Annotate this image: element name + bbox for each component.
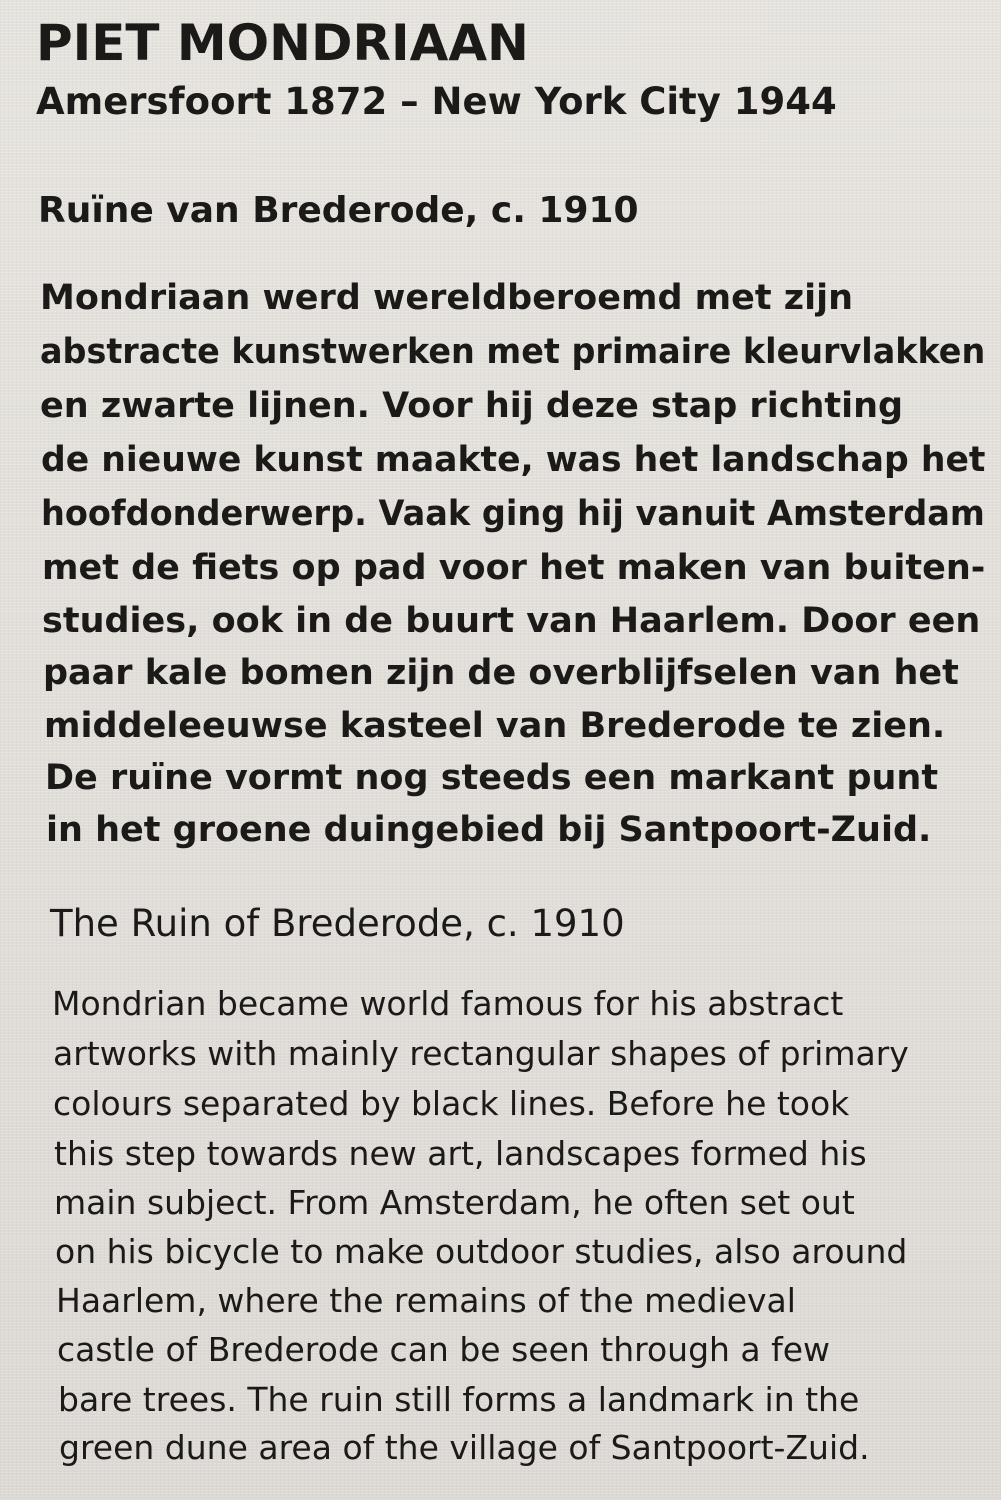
dutch-artwork-title: Ruïne van Brederode, c. 1910 [38, 190, 639, 231]
english-description-line: on his bicycle to make outdoor studies, also around [55, 1232, 908, 1271]
english-description-line: bare trees. The ruin still forms a landmark in the [58, 1380, 860, 1419]
english-artwork-title: The Ruin of Brederode, c. 1910 [50, 902, 625, 945]
dutch-description-line: met de fiets op pad voor het maken van buiten- [42, 548, 986, 588]
english-description-line: Mondrian became world famous for his abstract [52, 984, 844, 1023]
dutch-description-line: studies, ook in de buurt van Haarlem. Door een [42, 601, 981, 641]
dutch-description-line: paar kale bomen zijn de overblijfselen van het [43, 653, 959, 693]
dutch-description-line: middeleeuwse kasteel van Brederode te zien. [44, 706, 946, 746]
dutch-description-line: Mondriaan werd wereldberoemd met zijn [40, 278, 854, 318]
english-description-line: main subject. From Amsterdam, he often set out [54, 1183, 855, 1222]
dutch-description-line: abstracte kunstwerken met primaire kleurvlakken [40, 332, 986, 372]
dutch-description-line: De ruïne vormt nog steeds een markant punt [45, 758, 939, 798]
english-description-line: artworks with mainly rectangular shapes of primary [53, 1034, 909, 1073]
dutch-description-line: de nieuwe kunst maakte, was het landschap het [41, 440, 986, 480]
english-description-line: this step towards new art, landscapes formed his [54, 1134, 867, 1173]
dutch-description-line: in het groene duingebied bij Santpoort-Zuid. [46, 810, 932, 850]
english-description-line: green dune area of the village of Santpoort-Zuid. [59, 1428, 870, 1467]
dutch-description-line: en zwarte lijnen. Voor hij deze stap richting [40, 386, 904, 426]
artist-life-dates: Amersfoort 1872 – New York City 1944 [36, 80, 837, 123]
english-description-line: castle of Brederode can be seen through a few [57, 1330, 831, 1369]
english-description-line: colours separated by black lines. Before he took [53, 1084, 850, 1123]
english-description-line: Haarlem, where the remains of the medieval [56, 1281, 796, 1320]
artist-name: PIET MONDRIAAN [36, 14, 529, 72]
dutch-description-line: hoofdonderwerp. Vaak ging hij vanuit Amsterdam [41, 494, 985, 534]
